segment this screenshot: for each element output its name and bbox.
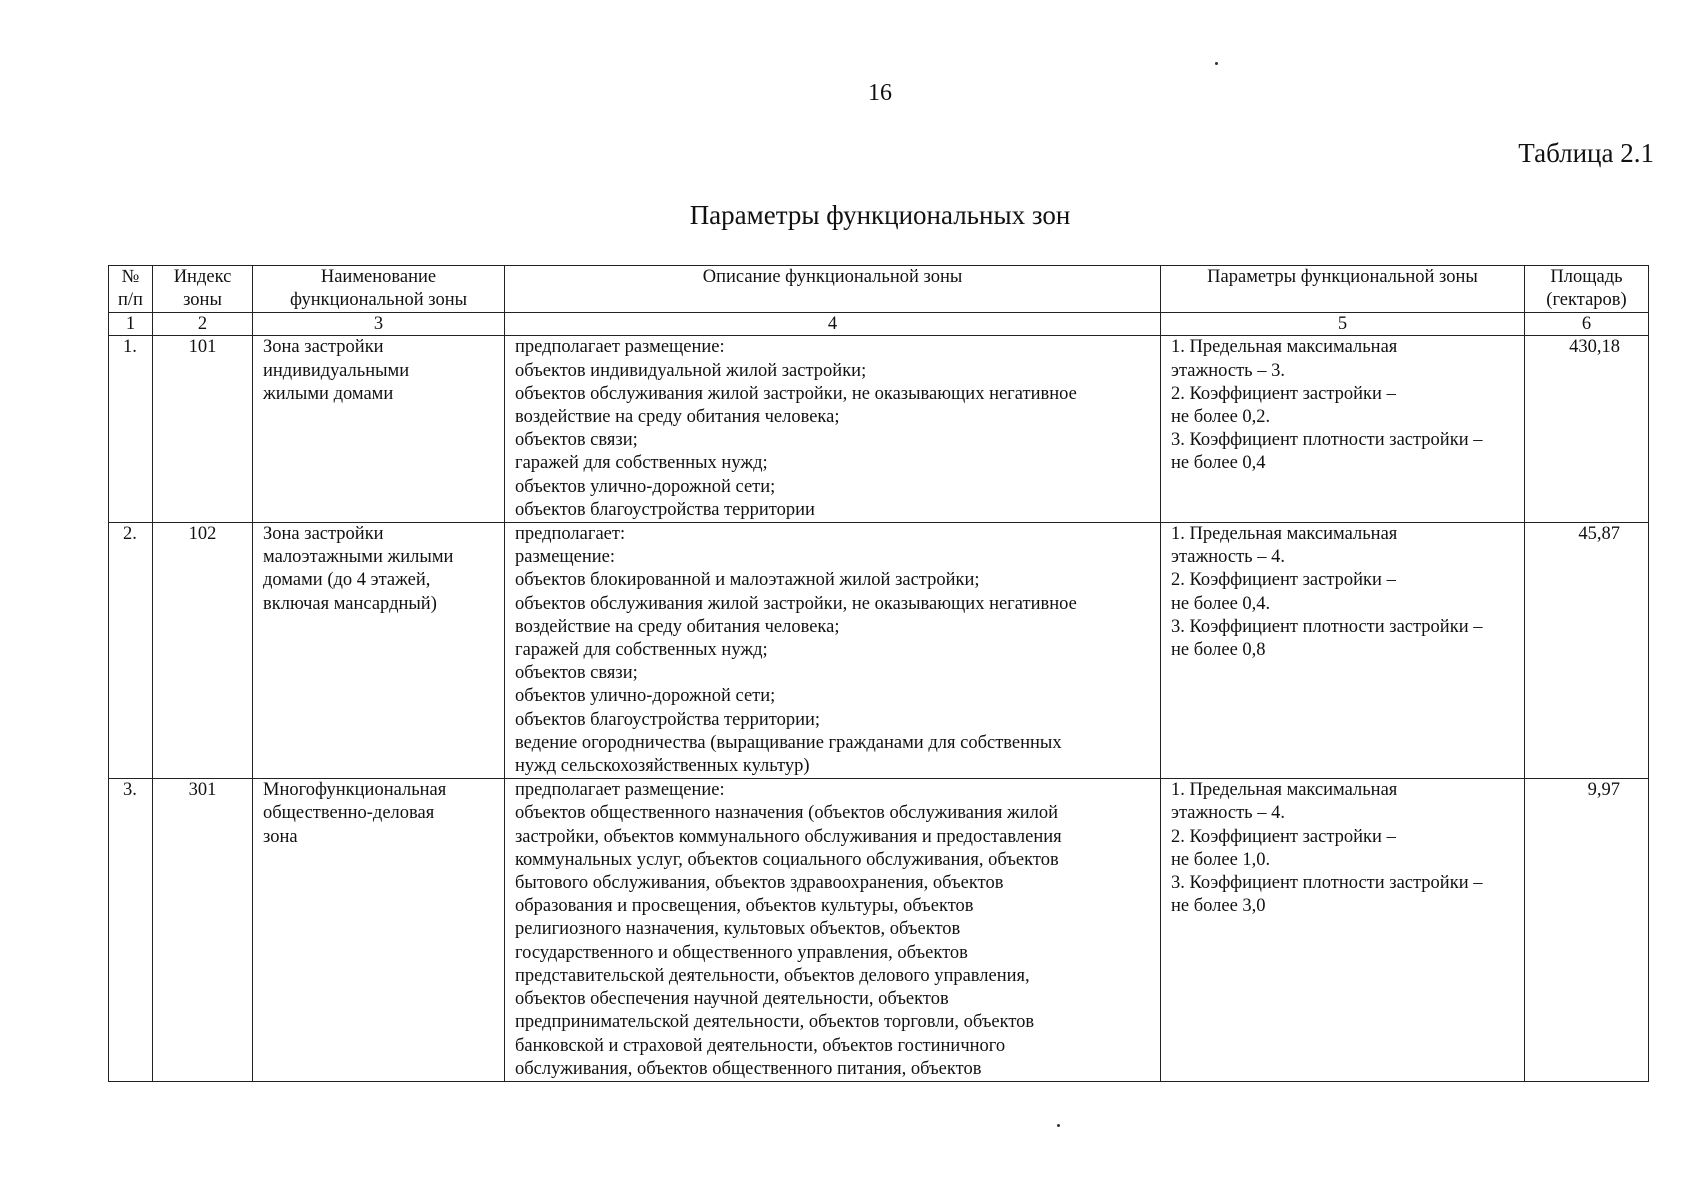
zone-area: 430,18 — [1525, 336, 1649, 523]
page-number: 16 — [868, 80, 892, 106]
zones-table — [108, 265, 1649, 1082]
scan-speck — [1057, 1124, 1060, 1127]
table-row — [109, 336, 1649, 523]
zone-parameters: 1. Предельная максимальная этажность – 4. 2. Коэффициент застройки – не более 1,0. 3. Коэффициент плотности застройки – не более 3,0 — [1161, 779, 1525, 1082]
zone-index: 102 — [153, 523, 253, 779]
table-row — [109, 523, 1649, 779]
zone-description: предполагает: размещение: объектов блокированной и малоэтажной жилой застройки; объектов обслуживания жилой застройки, не оказывающих негативное воздействие на среду обитания человека; гаражей для собственных нужд; объектов связи; объектов улично-дорожной сети; объектов благоустройства территории; ведение огородничества (выращивание гражданами для собственных нужд сельскохозяйственных культур) — [505, 523, 1161, 779]
table-row — [109, 779, 1649, 1082]
table-label: Таблица 2.1 — [1518, 138, 1654, 168]
table-header-row — [109, 266, 1649, 313]
zone-area: 9,97 — [1525, 779, 1649, 1082]
header-parameters: Параметры функциональной зоны — [1161, 266, 1525, 313]
zone-index: 301 — [153, 779, 253, 1082]
column-number: 6 — [1525, 313, 1649, 336]
document-title: Параметры функциональных зон — [689, 200, 1071, 230]
column-number: 2 — [153, 313, 253, 336]
zone-description: предполагает размещение: объектов общественного назначения (объектов обслуживания жилой застройки, объектов коммунального обслуживания и предоставления коммунальных услуг, объектов социального обслуживания, объектов бытового обслуживания, объектов здравоохранения, объектов образования и просвещения, объектов культуры, объектов религиозного назначения, культовых объектов, объектов государственного и общественного управления, объектов представительской деятельности, объектов делового управления, объектов обеспечения научной деятельности, объектов предпринимательской деятельности, объектов торговли, объектов банковской и страховой деятельности, объектов гостиничного обслуживания, объектов общественного питания, объектов — [505, 779, 1161, 1082]
column-number: 1 — [109, 313, 153, 336]
column-number: 3 — [253, 313, 505, 336]
zone-description: предполагает размещение: объектов индивидуальной жилой застройки; объектов обслуживания жилой застройки, не оказывающих негативное воздействие на среду обитания человека; объектов связи; гаражей для собственных нужд; объектов улично-дорожной сети; объектов благоустройства территории — [505, 336, 1161, 523]
row-number: 3. — [109, 779, 153, 1082]
row-number: 1. — [109, 336, 153, 523]
header-number: № п/п — [109, 266, 153, 313]
header-index: Индекс зоны — [153, 266, 253, 313]
zone-name: Зона застройки малоэтажными жилыми домами (до 4 этажей, включая мансардный) — [253, 523, 505, 779]
scan-speck — [1215, 62, 1218, 65]
header-area: Площадь (гектаров) — [1525, 266, 1649, 313]
zone-parameters: 1. Предельная максимальная этажность – 3. 2. Коэффициент застройки – не более 0,2. 3. Коэффициент плотности застройки – не более 0,4 — [1161, 336, 1525, 523]
zone-area: 45,87 — [1525, 523, 1649, 779]
header-zone-name: Наименование функциональной зоны — [253, 266, 505, 313]
header-description: Описание функциональной зоны — [505, 266, 1161, 313]
zone-name: Зона застройки индивидуальными жилыми домами — [253, 336, 505, 523]
zone-name: Многофункциональная общественно-деловая зона — [253, 779, 505, 1082]
column-number: 4 — [505, 313, 1161, 336]
zone-parameters: 1. Предельная максимальная этажность – 4. 2. Коэффициент застройки – не более 0,4. 3. Коэффициент плотности застройки – не более 0,8 — [1161, 523, 1525, 779]
column-number: 5 — [1161, 313, 1525, 336]
column-numbers-row — [109, 313, 1649, 336]
zone-index: 101 — [153, 336, 253, 523]
row-number: 2. — [109, 523, 153, 779]
